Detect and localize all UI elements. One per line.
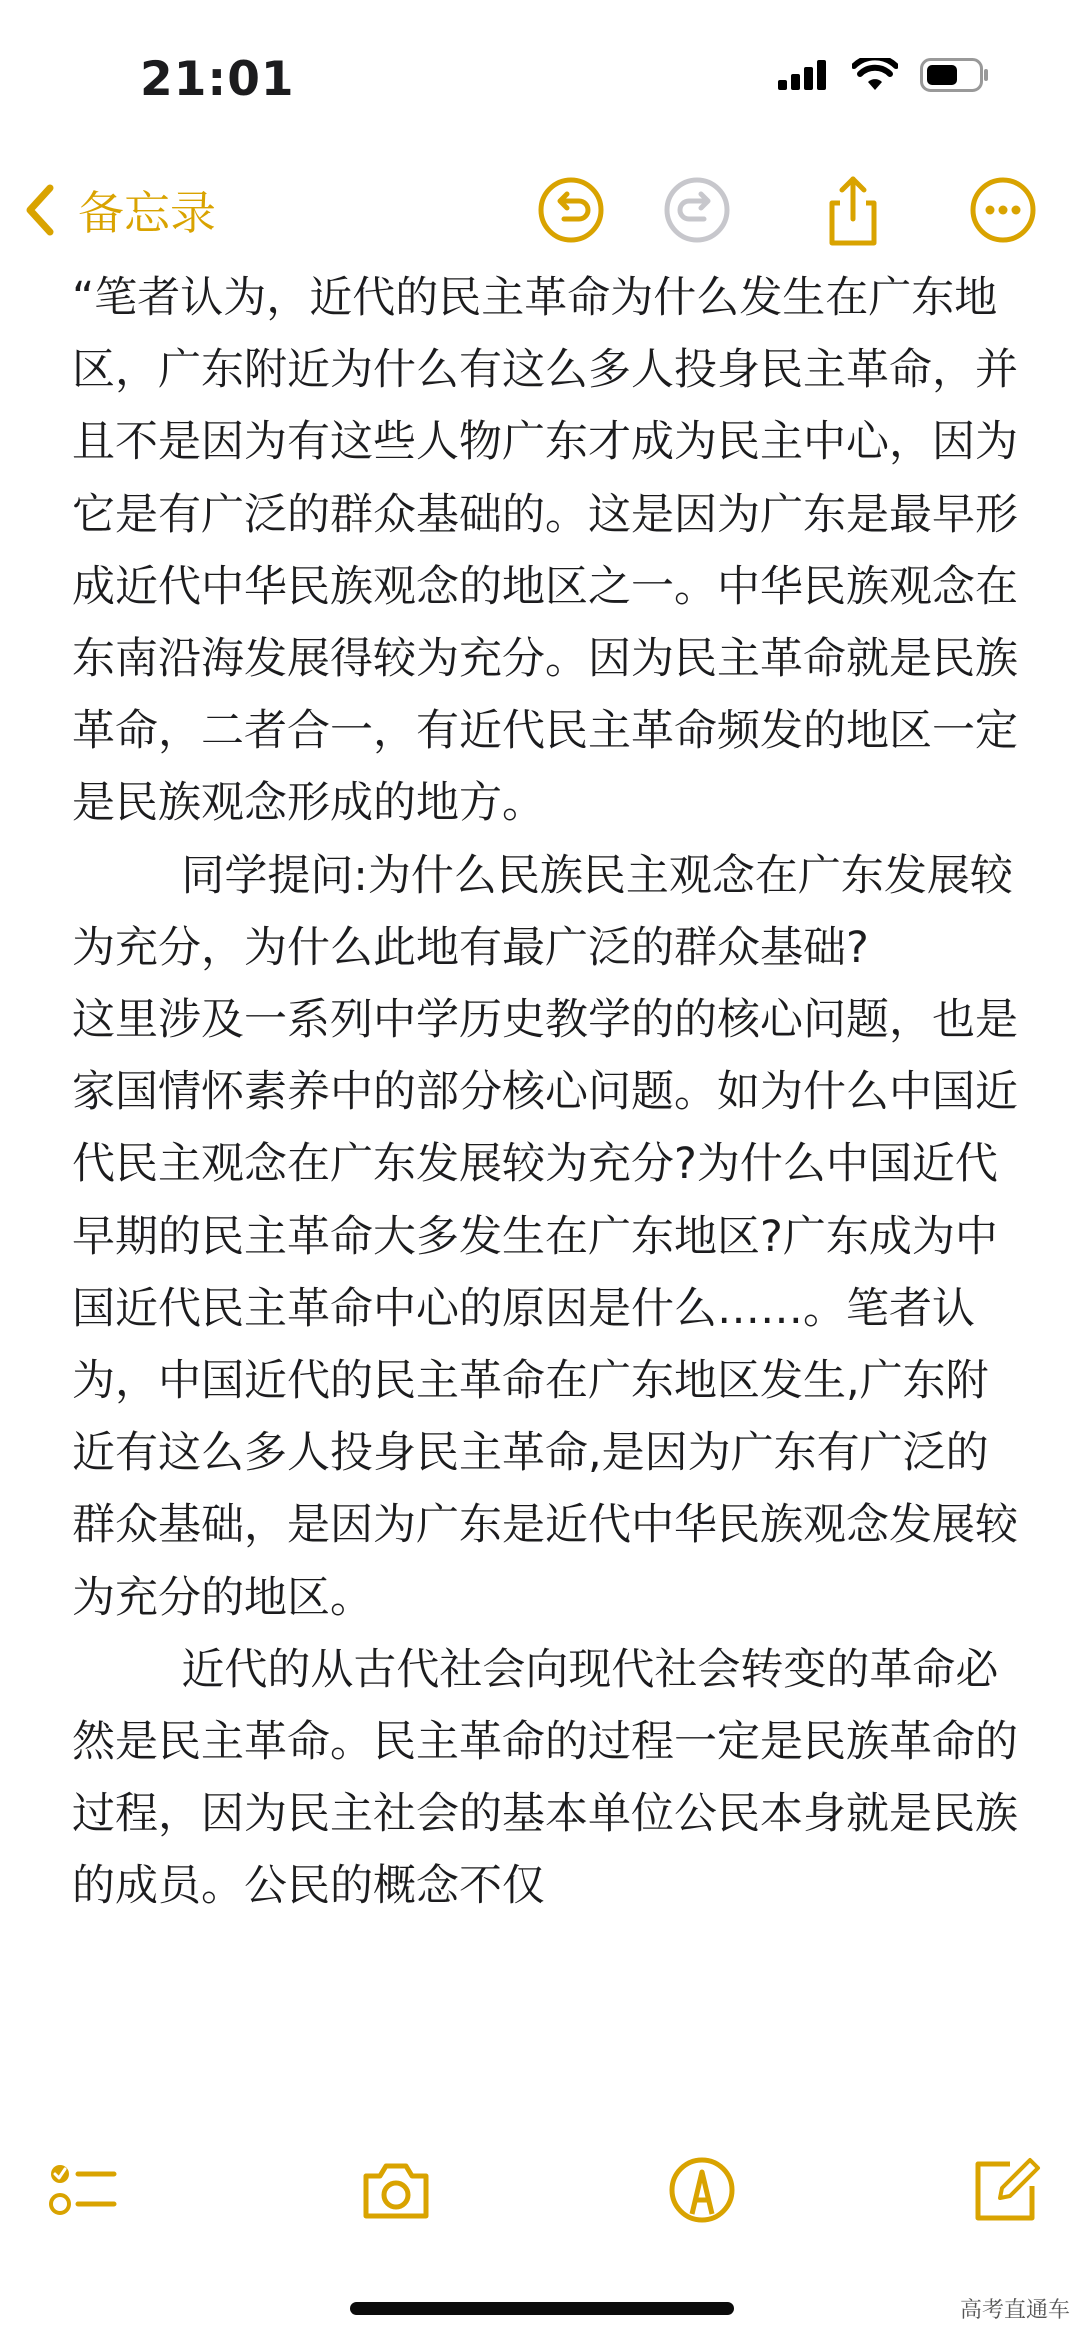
- checklist-icon[interactable]: [46, 2154, 118, 2226]
- back-label: 备忘录: [78, 186, 216, 240]
- note-body[interactable]: [72, 262, 1022, 2112]
- chevron-left-icon: [20, 180, 60, 240]
- note-paragraph: “笔者认为，近代的民主革命为什么发生在广东地区，广东附近为什么有这么多人投身民主革命，并且不是因为有这些人物广东才成为民主中心，因为它是有广泛的群众基础的。这是因为广东是最早形成近代中华民族观念的地区之一。中华民族观念在东南沿海发展得较为充分。因为民主革命就是民族革命，二者合一，有近代民主革命频发的地区一定是民族观念形成的地方。: [72, 273, 1018, 829]
- camera-icon[interactable]: [360, 2154, 432, 2226]
- bottom-toolbar: [0, 2140, 1080, 2240]
- status-bar: [0, 0, 1080, 150]
- home-indicator[interactable]: [350, 2302, 734, 2315]
- ellipsis-icon[interactable]: [966, 173, 1040, 247]
- share-icon[interactable]: [816, 173, 890, 247]
- undo-icon[interactable]: [534, 173, 608, 247]
- status-icons: [778, 58, 990, 92]
- wifi-icon: [852, 58, 898, 92]
- note-paragraph: 同学提问:为什么民族民主观念在广东发展较为充分，为什么此地有最广泛的群众基础?: [72, 850, 1013, 973]
- watermark: 高考直通车: [959, 2298, 1070, 2323]
- redo-icon[interactable]: [660, 173, 734, 247]
- note-paragraph: 近代的从古代社会向现代社会转变的革命必然是民主革命。民主革命的过程一定是民族革命的过程，因为民主社会的基本单位公民本身就是民族的成员。公民的概念不仅: [72, 1644, 1018, 1912]
- battery-icon: [920, 58, 990, 92]
- nav-bar: [0, 165, 1080, 255]
- compose-icon[interactable]: [970, 2154, 1042, 2226]
- back-button[interactable]: [20, 165, 216, 255]
- note-paragraph: 这里涉及一系列中学历史教学的的核心问题，也是家国情怀素养中的部分核心问题。如为什么中国近代民主观念在广东发展较为充分?为什么中国近代早期的民主革命大多发生在广东地区?广东成为中国近代民主革命中心的原因是什么……。笔者认为，中国近代的民主革命在广东地区发生,广东附近有这么多人投身民主革命,是因为广东有广泛的群众基础，是因为广东是近代中华民族观念发展较为充分的地区。: [72, 995, 1018, 1623]
- cellular-signal-icon: [778, 60, 830, 90]
- markup-pen-icon[interactable]: [666, 2154, 738, 2226]
- status-time: 21:01: [140, 52, 295, 107]
